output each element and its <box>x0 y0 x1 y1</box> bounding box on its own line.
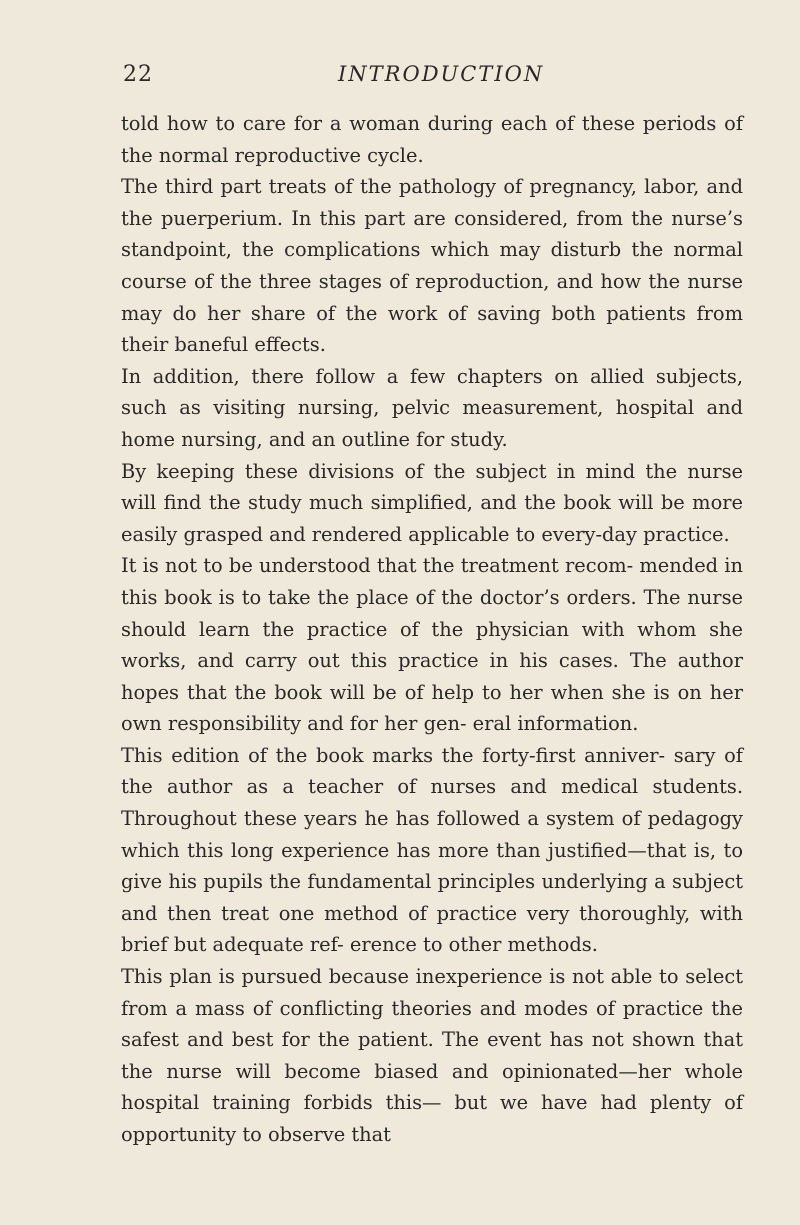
paragraph-3: In addition, there follow a few chapters on allied subjects, such as visiting nursing, pelvic measurement, hospital and home nursing, and an outline for study. <box>121 364 743 451</box>
paragraph-7: This plan is pursued because inexperience is not able to select from a mass of conflicting theories and modes of practice the safest and best for the patient. The event has not shown that the nurse will become biased and opinionated—her whole hospital training forbids this— but we have had plenty of opportunity to observe that <box>121 965 743 1146</box>
paragraph-1: told how to care for a woman during each of these periods of the normal reproductive cycle. <box>121 112 743 167</box>
running-head: INTRODUCTION <box>338 62 545 86</box>
page-header <box>123 62 743 92</box>
page-number: 22 <box>123 62 153 87</box>
paragraph-6: This edition of the book marks the forty-first anniver- sary of the author as a teacher of nurses and medical students. Throughout these years he has followed a system of pedagogy which this long experience has more than justified—that is, to give his pupils the fundamental principles underlying a subject and then treat one method of practice very thoroughly, with brief but adequate ref- erence to other methods. <box>121 743 743 957</box>
body-text <box>121 108 743 1151</box>
paragraph-2: The third part treats of the pathology of pregnancy, labor, and the puerperium. In this part are considered, from the nurse’s standpoint, the complications which may disturb the normal course of the three stages of reproduction, and how the nurse may do her share of the work of saving both patients from their baneful effects. <box>121 175 743 357</box>
paragraph-4: By keeping these divisions of the subject in mind the nurse will find the study much simplified, and the book will be more easily grasped and rendered applicable to every-day practice. <box>121 459 743 546</box>
paragraph-5: It is not to be understood that the treatment recom- mended in this book is to take the place of the doctor’s orders. The nurse should learn the practice of the physician with whom she works, and carry out this practice in his cases. The author hopes that the book will be of help to her when she is on her own responsibility and for her gen- eral information. <box>121 554 743 736</box>
